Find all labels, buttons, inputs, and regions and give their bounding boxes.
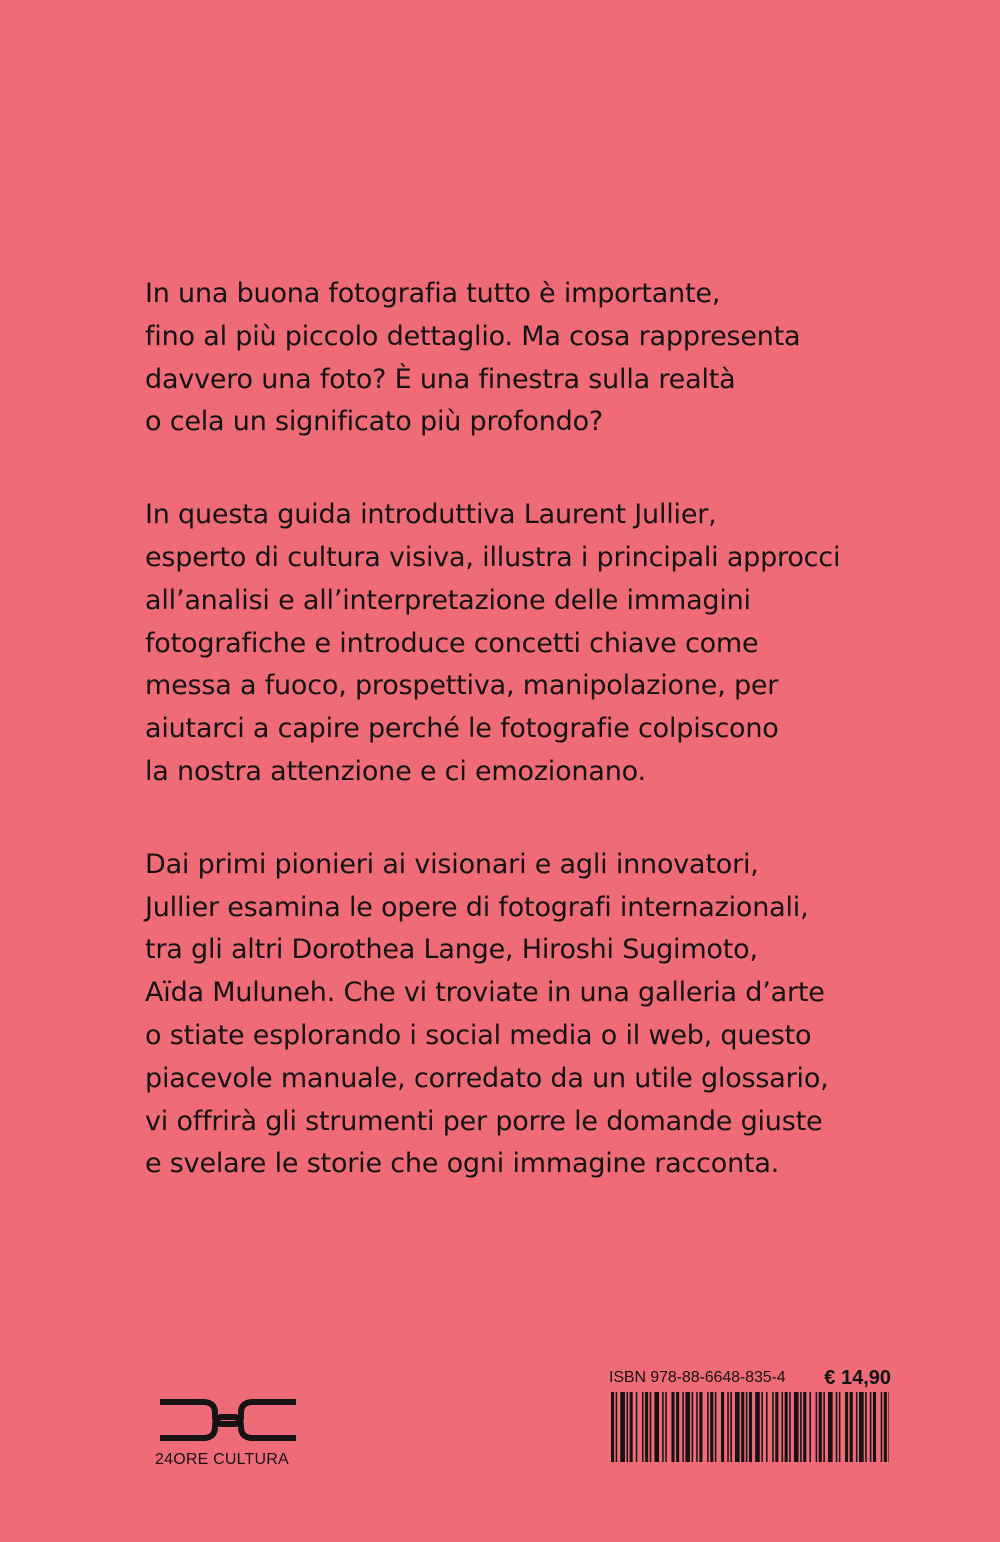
barcode-bar (692, 1392, 694, 1462)
blurb-line: Jullier esamina le opere di fotografi internazionali, (145, 891, 809, 923)
publisher-name: 24ORE CULTURA (155, 1451, 289, 1468)
blurb-line: e svelare le storie che ogni immagine racconta. (145, 1148, 780, 1180)
barcode-bar (699, 1392, 702, 1462)
barcode-bar (730, 1392, 732, 1462)
barcode-bar (710, 1392, 713, 1462)
blurb-paragraph-1 (145, 273, 865, 444)
barcode-bar (650, 1392, 652, 1462)
barcode-bar (735, 1392, 740, 1462)
barcode-bar (741, 1392, 744, 1462)
barcode-bar (785, 1392, 788, 1462)
blurb-line: davvero una foto? È una finestra sulla realtà (145, 363, 736, 395)
barcode-bar (636, 1392, 638, 1462)
blurb-line: Dai primi pionieri ai visionari e agli innovatori, (145, 848, 759, 880)
barcode-bar (888, 1392, 889, 1462)
blurb-line: o cela un significato più profondo? (145, 406, 604, 438)
publisher-block (155, 1397, 315, 1469)
barcode-bar (859, 1392, 864, 1462)
barcode-bar (671, 1392, 674, 1462)
blurb-line: messa a fuoco, prospettiva, manipolazione, per (145, 670, 779, 702)
blurb-line: esperto di cultura visiva, illustra i principali approcci (145, 541, 841, 573)
barcode-bar (836, 1392, 838, 1462)
barcode-bar (616, 1392, 618, 1462)
barcode-bar (685, 1392, 690, 1462)
barcode-bar (800, 1392, 802, 1462)
barcode-bar (749, 1392, 752, 1462)
barcode-bar (881, 1392, 883, 1462)
barcode-bar (839, 1392, 841, 1462)
barcode-bar (884, 1392, 887, 1462)
barcode-bar (761, 1392, 763, 1462)
barcode-bar (627, 1392, 629, 1462)
barcode-bar (772, 1392, 774, 1462)
blurb-line: tra gli altri Dorothea Lange, Hiroshi Sugimoto, (145, 934, 758, 966)
barcode-bar (845, 1392, 848, 1462)
blurb-line: In questa guida introduttiva Laurent Jullier, (145, 499, 717, 531)
barcode-bar (828, 1392, 833, 1462)
barcode-bar (696, 1392, 698, 1462)
blurb-line: o stiate esplorando i social media o il web, questo (145, 1019, 812, 1051)
blurb-line: piacevole manuale, corredato da un utile glossario, (145, 1062, 829, 1094)
price-label: € 14,90 (824, 1367, 891, 1389)
barcode-bar (856, 1392, 858, 1462)
barcode-bar (665, 1392, 667, 1462)
barcode-bar (775, 1392, 778, 1462)
blurb-line: aiutarci a capire perché le fotografie colpiscono (145, 713, 779, 745)
isbn-price-row (609, 1367, 891, 1393)
blurb-line: vi offrirà gli strumenti per porre le domande giuste (145, 1105, 823, 1137)
blurb-line: all’analisi e all’interpretazione delle immagini (145, 584, 751, 616)
barcode-bar (865, 1392, 867, 1462)
barcode-bar (870, 1392, 872, 1462)
barcode-bar (746, 1392, 748, 1462)
blurb-line: fino al più piccolo dettaglio. Ma cosa rappresenta (145, 320, 801, 352)
barcode-bar (630, 1392, 633, 1462)
barcode-bar (766, 1392, 768, 1462)
blurb-line: la nostra attenzione e ci emozionano. (145, 755, 646, 787)
barcode-bar (850, 1392, 853, 1462)
back-cover-blurb (145, 273, 865, 1236)
publisher-logo-icon (155, 1397, 301, 1443)
barcode-bar (654, 1392, 659, 1462)
barcode-bar (794, 1392, 799, 1462)
blurb-line: Aïda Muluneh. Che vi troviate in una galleria d’arte (145, 977, 825, 1009)
barcode-bar (721, 1392, 724, 1462)
barcode-bar (816, 1392, 818, 1462)
barcode-bar (707, 1392, 709, 1462)
barcode-bar (873, 1392, 876, 1462)
blurb-paragraph-3 (145, 844, 865, 1186)
barcode-bar (611, 1392, 614, 1462)
barcode-bar (809, 1392, 811, 1462)
barcode-icon (609, 1392, 891, 1462)
barcode-bar (789, 1392, 791, 1462)
barcode-bar (715, 1392, 717, 1462)
blurb-line: fotografiche e introduce concetti chiave come (145, 627, 759, 659)
barcode-bar (819, 1392, 822, 1462)
barcode-bar (676, 1392, 679, 1462)
barcode-bar (645, 1392, 648, 1462)
barcode-bar (823, 1392, 825, 1462)
barcode-bar (662, 1392, 664, 1462)
isbn-number: ISBN 978-88-6648-835-4 (609, 1369, 786, 1386)
barcode-bar (755, 1392, 760, 1462)
barcode-bar (727, 1392, 729, 1462)
blurb-paragraph-2 (145, 494, 865, 794)
barcode-bar (682, 1392, 684, 1462)
barcode-bar (803, 1392, 806, 1462)
barcode-bar (782, 1392, 784, 1462)
blurb-line: In una buona fotografia tutto è importante, (145, 278, 721, 309)
barcode-bar (620, 1392, 625, 1462)
barcode-bar (642, 1392, 644, 1462)
